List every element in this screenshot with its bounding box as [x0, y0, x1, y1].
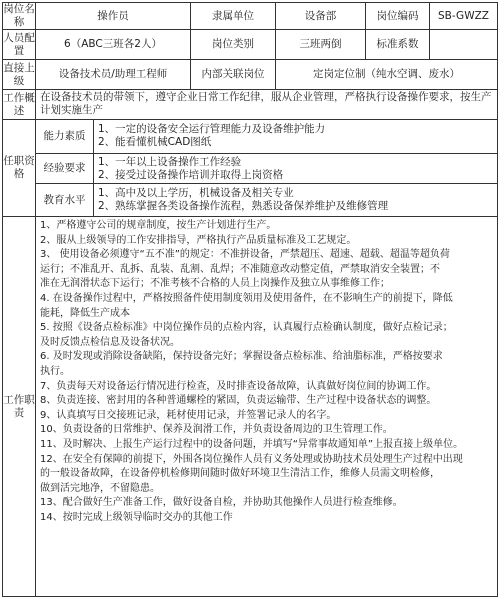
duty-line: 9、认真填写日交接班记录，耗材使用记录，并签署记录人的名字。 — [40, 409, 337, 421]
list-item: 1、一年以上设备操作工作经验 — [98, 156, 242, 168]
department-value: 设备部 — [276, 3, 366, 30]
internal-position-value: 定岗定位制（纯水空调、废水） — [276, 60, 497, 90]
duty-line: 3、 使用设备必须遵守“五不准”的规定：不准拼设备，严禁超压、超速、超载、超温等超负荷 — [40, 249, 450, 261]
duty-line: 的一般设备故障，在设备停机检修期间随时做好环境卫生清洁工作，维修人员需文明检修， — [40, 468, 440, 480]
department-label: 隶属单位 — [191, 3, 276, 30]
duty-line: 6. 及时发现或消除设备缺陷，保持设备完好；掌握设备点检标准、给油脂标准，严格按要求 — [40, 351, 443, 363]
duty-line: 运行；不准乱开、乱拆、乱装、乱割、乱焊；不准随意改动整定值，严禁取消安全装置；不 — [40, 263, 440, 275]
duty-line: 4. 在设备操作过程中，严格按照备件使用制度领用及使用备件，在不影响生产的前提下，降低 — [40, 292, 453, 304]
position-name-label: 岗位名称 — [3, 3, 35, 28]
position-code-label: 岗位编码 — [366, 3, 430, 30]
duty-line: 11、及时解决、上报生产运行过程中的设备问题，并填写“异常事故通知单”上报直接上级单位。 — [40, 438, 464, 450]
position-code-value: SB-GWZZ — [430, 3, 497, 30]
direct-superior-value: 设备技术员/助理工程师 — [36, 60, 191, 90]
duty-line: 10、负责设备的日常维护、保养及润滑工作，并负责设备周边的卫生管理工作。 — [40, 424, 393, 436]
position-type-value: 三班两倒 — [276, 30, 366, 60]
staffing-label: 人员配置 — [3, 30, 36, 60]
duty-line: 5. 按照《设备点检标准》中岗位操作员的点检内容，认真履行点检确认制度，做好点检记录； — [40, 322, 453, 334]
standard-coefficient-label: 标准系数 — [366, 30, 430, 60]
list-item: 1、一定的设备安全运行管理能力及设备维护能力 — [98, 123, 326, 135]
list-item: 2、接受过设备操作培训并取得上岗资格 — [98, 169, 284, 181]
ability-label: 能力素质 — [36, 120, 94, 154]
standard-coefficient-value — [430, 30, 497, 60]
duties-label: 工作职责 — [3, 217, 36, 596]
qualifications-label: 任职资格 — [3, 120, 36, 217]
experience-items — [94, 154, 497, 184]
list-item: 2、熟练掌握各类设备操作流程，熟悉设备保养维护及维修管理 — [98, 200, 389, 212]
staffing-value: 6（ABC三班各2人） — [36, 30, 191, 60]
list-item: 2、能看懂机械CAD图纸 — [98, 136, 212, 148]
education-label: 教育水平 — [36, 184, 94, 217]
duty-line: 8、负责连接、密封用的各种普通螺栓的紧固，负责运输带、生产过程中设备状态的调整。 — [40, 395, 437, 407]
duty-line: 准在无润滑状态下运行；不准考核不合格的人员上岗操作及独立从事维修工作； — [40, 278, 390, 290]
overview-text: 在设备技术员的带领下，遵守企业日常工作纪律，服从企业管理，严格执行设备操作要求，按生产计划实施生产 — [36, 90, 497, 120]
duty-line: 2、服从上级领导的工作安排指导，严格执行产品质量标准及工艺规定。 — [40, 234, 357, 246]
duty-line: 及时反馈点检信息及设备状况。 — [40, 336, 180, 348]
duty-line: 1、严格遵守公司的规章制度，按生产计划进行生产。 — [40, 220, 277, 231]
overview-label: 工作概述 — [3, 90, 36, 120]
duty-line: 14、按时完成上级领导临时交办的其他工作 — [40, 511, 233, 523]
position-name-value: 操作员 — [36, 3, 191, 30]
job-description-table — [2, 2, 498, 597]
duty-line: 7、负责每天对设备运行情况进行检查，及时排查设备故障，认真做好岗位间的协调工作。 — [40, 380, 437, 392]
duty-line: 能耗，降低生产成本 — [40, 307, 130, 319]
duties-list — [36, 217, 497, 596]
duty-line: 做到活完地净，不留隐患。 — [40, 482, 160, 494]
internal-position-label: 内部关联岗位 — [191, 60, 276, 90]
list-item: 1、高中及以上学历，机械设备及相关专业 — [98, 187, 294, 199]
experience-label: 经验要求 — [36, 154, 94, 184]
duty-line: 执行。 — [40, 365, 70, 377]
duty-line: 12、在安全有保障的前提下，外围各岗位操作人员有义务处理或协助技术员处理生产过程中出现 — [40, 453, 463, 465]
position-type-label: 岗位类别 — [191, 30, 276, 60]
direct-superior-label: 直接上级 — [3, 60, 36, 90]
education-items — [94, 184, 497, 217]
duty-line: 13、配合做好生产准备工作，做好设备自检，并协助其他操作人员进行检查维修。 — [40, 497, 403, 509]
ability-items — [94, 120, 497, 154]
